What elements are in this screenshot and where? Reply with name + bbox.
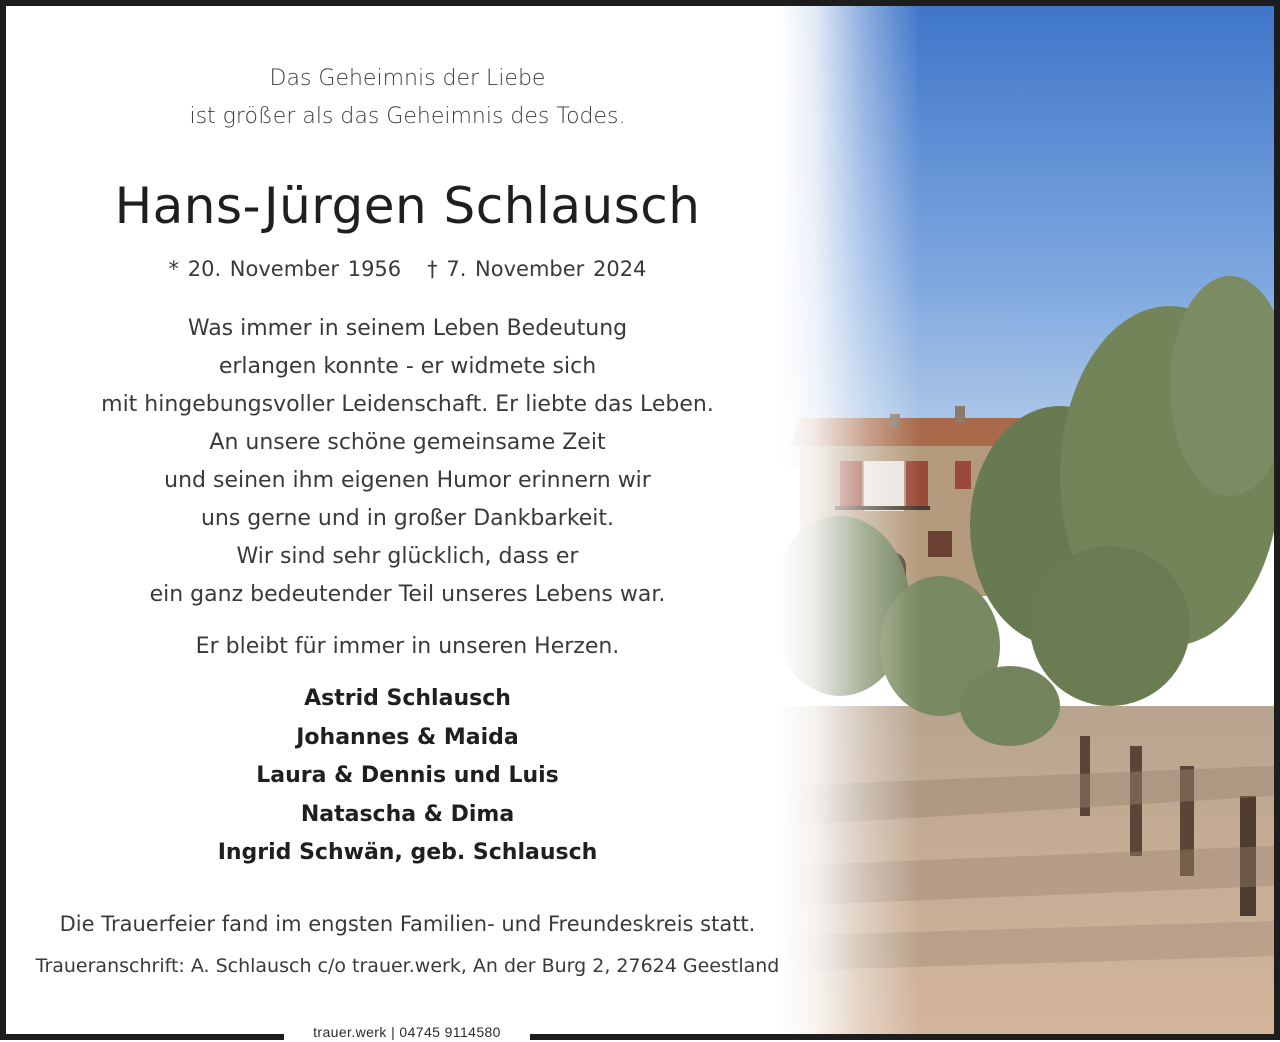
family-member: Ingrid Schwän, geb. Schlausch [217,840,598,865]
tribute-line: mit hingebungsvoller Leidenschaft. Er liebte das Leben. [101,392,714,417]
family-member: Laura & Dennis und Luis [256,763,559,788]
family-member: Natascha & Dima [300,801,515,827]
tribute-line: Wir sind sehr glücklich, dass er [236,544,579,569]
landscape-photo [780,6,1274,1034]
birth-date: * 20. November 1956 [168,257,402,281]
tribute-line: ein ganz bedeutender Teil unseres Lebens war. [149,582,666,607]
frame-border-right [1274,0,1280,1040]
mourning-address: Traueranschrift: A. Schlausch c/o trauer.werk, An der Burg 2, 27624 Geestland [35,954,780,977]
closing-line: Er bleibt für immer in unseren Herzen. [195,634,620,659]
quote-line: ist größer als das Geheimnis des Todes. [189,104,626,129]
tribute-line: An unsere schöne gemeinsame Zeit [209,430,606,455]
tribute-text [20,310,795,614]
death-date: † 7. November 2024 [427,257,647,281]
life-dates [20,254,795,284]
family-names [20,680,795,873]
deceased-name: Hans-Jürgen Schlausch [114,177,701,235]
tribute-line: uns gerne und in großer Dankbarkeit. [200,506,615,531]
frame-border-left [0,0,6,1040]
frame-border-bottom [0,1034,1280,1040]
family-member: Astrid Schlausch [304,686,511,711]
family-member: Johannes & Maida [296,724,519,750]
tribute-line: erlangen konnte - er widmete sich [218,354,597,379]
tribute-line: Was immer in seinem Leben Bedeutung [187,316,628,341]
tribute-line: und seinen ihm eigenen Humor erinnern wir [164,468,651,493]
opening-quote [20,60,795,136]
footer-credit: trauer.werk | 04745 9114580 [284,1022,530,1040]
ceremony-note: Die Trauerfeier fand im engsten Familien- und Freundeskreis statt. [59,911,756,936]
photo-fade-overlay [780,6,920,1034]
quote-line: Das Geheimnis der Liebe [269,66,546,91]
notice-text [20,60,795,981]
